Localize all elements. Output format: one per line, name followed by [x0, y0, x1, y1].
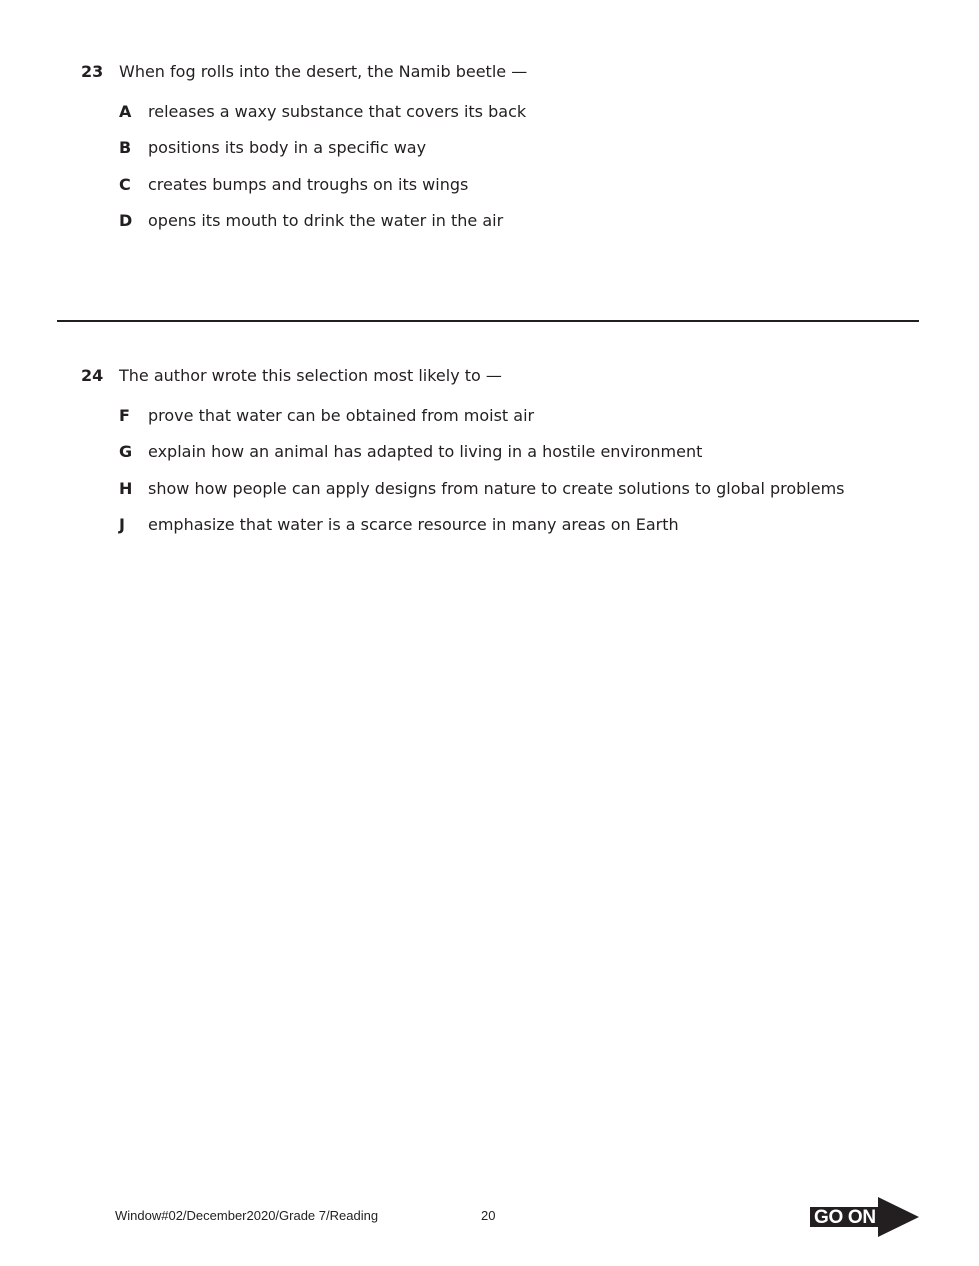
- option-letter: H: [119, 479, 133, 498]
- question-number: 23: [81, 62, 104, 81]
- answer-option-f[interactable]: [119, 404, 534, 428]
- option-letter: B: [119, 138, 132, 157]
- option-letter: J: [119, 515, 125, 534]
- question-number: 24: [81, 366, 104, 385]
- answer-option-g[interactable]: [119, 440, 702, 464]
- option-letter: A: [119, 102, 132, 121]
- answer-option-d[interactable]: [119, 209, 503, 233]
- answer-option-c[interactable]: [119, 173, 468, 197]
- go-on-button[interactable]: [810, 1197, 919, 1237]
- option-text: prove that water can be obtained from moist air: [148, 406, 535, 425]
- option-text: explain how an animal has adapted to living in a hostile environment: [148, 442, 703, 461]
- answer-option-a[interactable]: [119, 100, 526, 124]
- option-text: show how people can apply designs from nature to create solutions to global problems: [148, 479, 845, 498]
- answer-option-b[interactable]: [119, 136, 426, 160]
- section-divider: [57, 320, 919, 322]
- test-identifier: Window#02/December2020/Grade 7/Reading: [115, 1208, 379, 1223]
- arrow-right-icon: [878, 1197, 919, 1237]
- answer-option-h[interactable]: [119, 477, 845, 501]
- question-stem: [81, 60, 527, 84]
- option-letter: D: [119, 211, 133, 230]
- option-letter: G: [119, 442, 133, 461]
- page-number: 20: [481, 1208, 496, 1223]
- go-on-label: GO ON: [814, 1207, 876, 1228]
- question-text: When fog rolls into the desert, the Namib beetle —: [119, 62, 528, 81]
- option-text: positions its body in a specific way: [148, 138, 427, 157]
- option-text: releases a waxy substance that covers its back: [148, 102, 527, 121]
- answer-option-j[interactable]: [119, 513, 679, 537]
- question-text: The author wrote this selection most likely to —: [119, 366, 502, 385]
- option-text: opens its mouth to drink the water in the air: [148, 211, 504, 230]
- option-text: creates bumps and troughs on its wings: [148, 175, 469, 194]
- option-letter: F: [119, 406, 130, 425]
- option-text: emphasize that water is a scarce resource in many areas on Earth: [148, 515, 679, 534]
- question-stem: [81, 364, 502, 388]
- option-letter: C: [119, 175, 131, 194]
